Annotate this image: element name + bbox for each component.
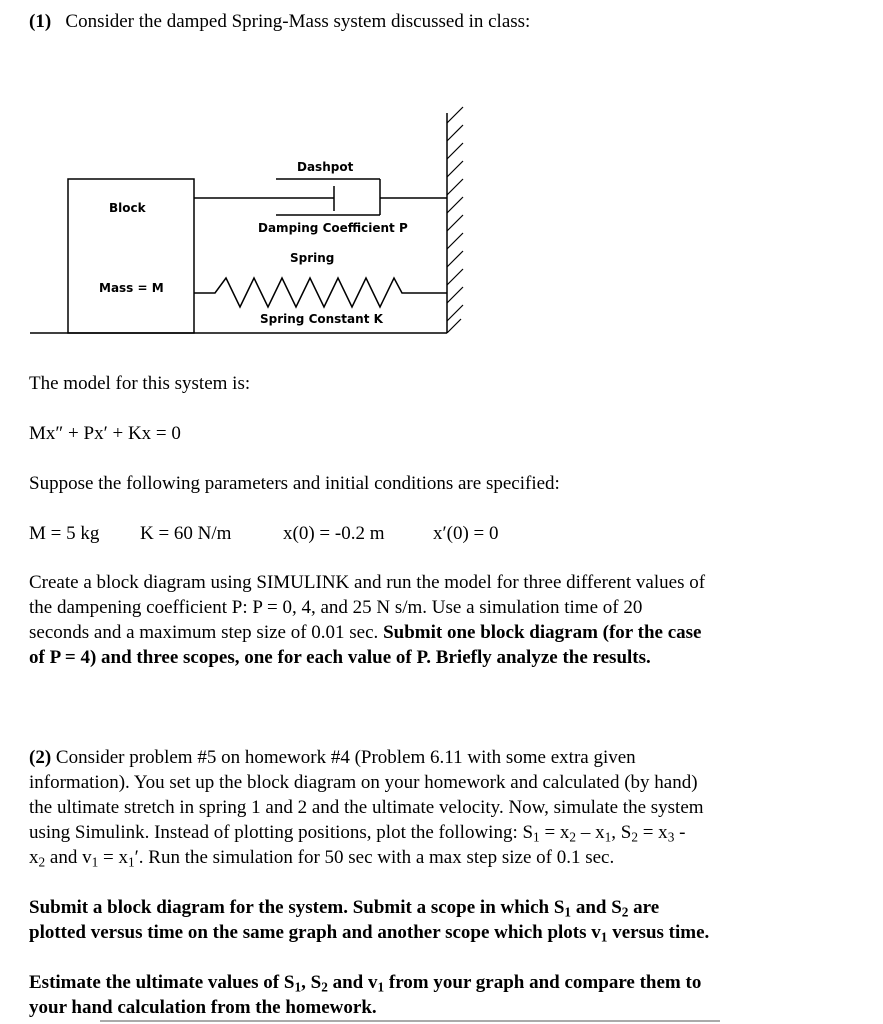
problem-1-number: (1) <box>29 11 52 32</box>
equation-part: and v <box>45 847 92 868</box>
equation-part: , S <box>611 822 632 843</box>
param-initial-position: x(0) = -0.2 m <box>283 523 385 544</box>
estimate-text: Estimate the ultimate values of S <box>29 972 295 993</box>
subscript: 2 <box>569 829 577 845</box>
equation-part: ′. Run the simulation for 50 sec with a max step size of 0.1 sec. <box>134 847 615 868</box>
problem-2-line-1 <box>29 745 636 770</box>
submit-text: versus time. <box>607 922 710 943</box>
problem-2-number: (2) <box>29 747 52 768</box>
subscript: 1 <box>604 829 612 845</box>
param-initial-velocity: x′(0) = 0 <box>433 523 499 544</box>
estimate-line-1 <box>29 970 701 995</box>
equation-part: = x <box>98 847 128 868</box>
wall-hatching <box>447 107 463 333</box>
subscript: 1 <box>533 829 540 845</box>
equation-part: = x <box>637 822 668 843</box>
subscript: 2 <box>621 904 629 920</box>
block-label: Block <box>109 201 146 215</box>
task1-line-3-bold: Submit one block diagram (for the case <box>383 622 702 643</box>
submit-text: plotted versus time on the same graph and another scope which plots v <box>29 922 601 943</box>
problem-1-title: Consider the damped Spring-Mass system discussed in class: <box>65 11 531 32</box>
subscript: 2 <box>631 829 638 845</box>
task1-line-1: Create a block diagram using SIMULINK and run the model for three different values of <box>29 572 706 593</box>
subscript: 1 <box>294 979 302 995</box>
subscript: 2 <box>38 854 46 870</box>
spring-label: Spring <box>290 251 335 265</box>
subscript: 1 <box>564 904 572 920</box>
submit-text: and S <box>571 897 622 918</box>
subscript: 1 <box>91 854 99 870</box>
problem-2-line-4 <box>29 820 685 845</box>
params-intro: Suppose the following parameters and initial conditions are specified: <box>29 473 560 494</box>
param-mass: M = 5 kg <box>29 523 100 544</box>
subscript: 2 <box>321 979 328 995</box>
task1-line-4: of P = 4) and three scopes, one for each value of P. Briefly analyze the results. <box>29 647 651 668</box>
param-spring-constant: K = 60 N/m <box>140 523 232 544</box>
submit-text: are <box>628 897 660 918</box>
problem-2-line-4-text: using Simulink. Instead of plotting positions, plot the following: S <box>29 822 534 843</box>
damping-label: Damping Coefficient P <box>258 221 408 235</box>
subscript: 1 <box>377 979 385 995</box>
problem-1-heading <box>29 9 530 34</box>
model-intro: The model for this system is: <box>29 373 251 394</box>
estimate-line-2: your hand calculation from the homework. <box>29 997 377 1018</box>
subscript: 1 <box>600 929 608 945</box>
estimate-text: from your graph and compare them to <box>384 972 702 993</box>
mass-label: Mass = M <box>99 281 164 295</box>
estimate-text: , S <box>301 972 322 993</box>
equation-part: – x <box>576 822 605 843</box>
submit-text: Submit a block diagram for the system. Submit a scope in which S <box>29 897 565 918</box>
task1-line-2: the dampening coefficient P: P = 0, 4, and 25 N s/m. Use a simulation time of 20 <box>29 597 643 618</box>
estimate-text: and v <box>327 972 378 993</box>
subscript: 1 <box>127 854 135 870</box>
spring-shape <box>194 278 447 307</box>
equation-part: x <box>29 847 39 868</box>
problem-2-line-3: the ultimate stretch in spring 1 and 2 and the ultimate velocity. Now, simulate the system <box>29 797 704 818</box>
submit-line-2 <box>29 920 709 945</box>
spring-mass-diagram <box>0 95 883 345</box>
bottom-divider <box>100 1020 720 1022</box>
problem-2-line-2: information). You set up the block diagram on your homework and calculated (by hand) <box>29 772 698 793</box>
spring-constant-label: Spring Constant K <box>260 312 383 326</box>
submit-line-1 <box>29 895 659 920</box>
equation-part: - <box>674 822 686 843</box>
dashpot-shape <box>194 179 447 215</box>
task1-line-3 <box>29 620 701 645</box>
problem-2-line-1-text: Consider problem #5 on homework #4 (Problem 6.11 with some extra given <box>55 747 636 768</box>
task1-line-3-text: seconds and a maximum step size of 0.01 sec. <box>29 622 384 643</box>
equation-part: = x <box>539 822 570 843</box>
model-equation: Mx″ + Px′ + Kx = 0 <box>29 423 181 444</box>
dashpot-label: Dashpot <box>297 160 354 174</box>
problem-2-line-5 <box>29 845 614 870</box>
subscript: 3 <box>667 829 675 845</box>
